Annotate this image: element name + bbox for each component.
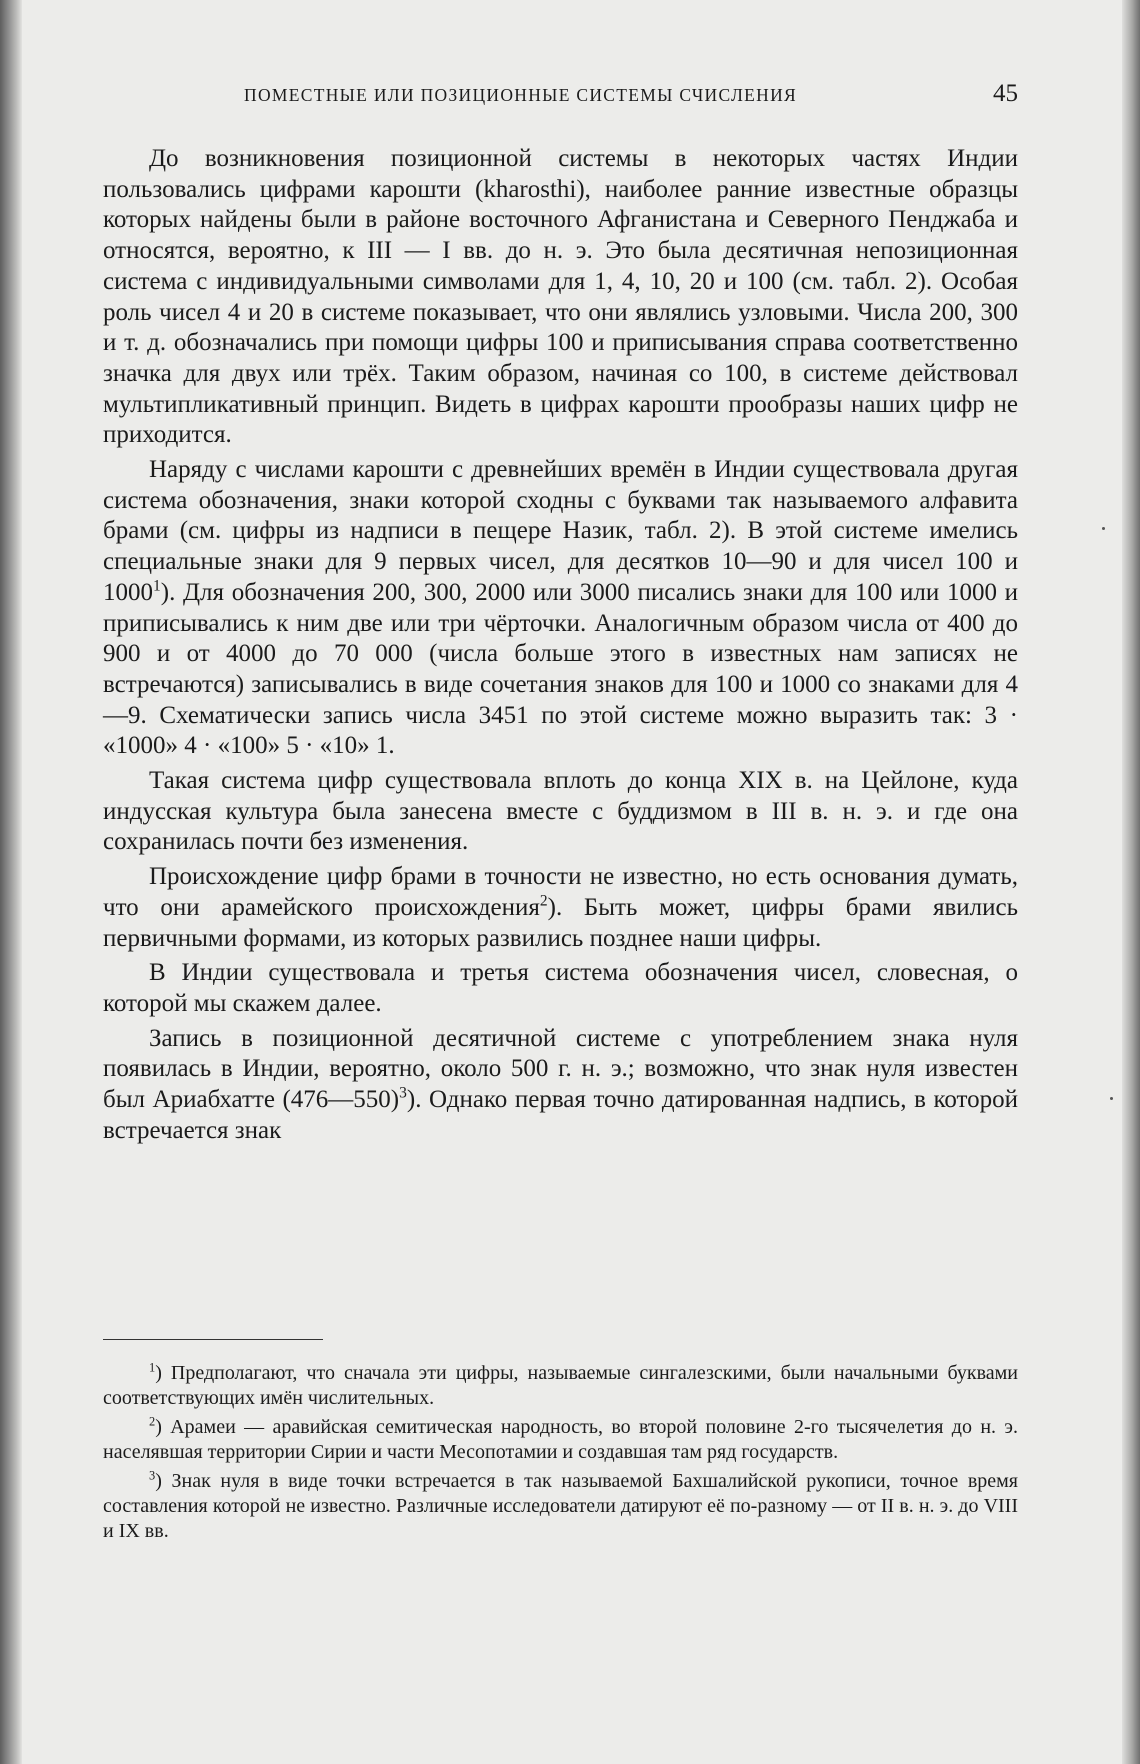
scan-speck [1102, 527, 1105, 530]
book-spine-shadow [0, 0, 22, 1764]
footnote-ref-3: 3 [399, 1084, 407, 1102]
running-title: ПОМЕСТНЫЕ ИЛИ ПОЗИЦИОННЫЕ СИСТЕМЫ СЧИСЛЕНИЯ [244, 85, 798, 105]
paragraph-ceylon [103, 766, 1018, 858]
footnote-text: ) Арамеи — аравийская семитическая народность, во второй половине 2-го тысячелетия до н. э. населявшая территории Сирии и части Месопотамии и создавшая там ряд государств. [103, 1416, 1018, 1463]
paragraph-verbal-system [103, 958, 1018, 1019]
scan-speck [1110, 1097, 1113, 1100]
running-head [104, 80, 1022, 110]
paragraph-kharosthi [103, 144, 1018, 451]
paragraph-text: В Индии существовала и третья система обозначения чисел, словесная, о которой мы скажем далее. [103, 959, 1018, 1017]
paragraph-brahmi [103, 455, 1018, 762]
footnote-ref-2: 2 [539, 892, 548, 910]
paragraph-text: Такая система цифр существовала вплоть до конца XIX в. на Цейлоне, куда индусская культура была занесена вместе с буддизмом в III в. н. э. и где она сохранилась почти без изменения. [103, 767, 1018, 856]
paragraph-text: ). Быть может, цифры брами явились первичными формами, из которых развились позднее наши цифры. [103, 893, 1018, 952]
paragraph-text: ). Однако первая точно датированная надпись, в которой встречается знак [103, 1086, 1018, 1144]
footnote-divider [103, 1339, 323, 1340]
paragraph-text: Наряду с числами карошти с древнейших времён в Индии существовала другая система обозначения, знаки которой сходны с буквами так называемого алфавита брами (см. цифры из надписи в пещере Назик, табл. 2). В этой системе имелись специальные знаки для 9 первых чисел, для десятков 10—90 и для чисел 100 и 1000 [103, 456, 1018, 606]
footnote-text: ) Знак нуля в виде точки встречается в так называемой Бахшалийской рукописи, точное время составления которой не известно. Различные исследователи датируют её по-разному — от II в. н. э. до VIII и IX вв. [103, 1470, 1018, 1542]
footnote-mark: 3 [149, 1468, 156, 1483]
footnote-mark: 1 [149, 1360, 156, 1375]
footnotes [103, 1361, 1018, 1548]
paragraph-text: До возникновения позиционной системы в некоторых частях Индии пользовались цифрами карошти (kharosthi), наиболее ранние известные образцы которых найдены были в районе восточного Афганистана и Северного Пенджаба и относятся, вероятно, к III — I вв. до н. э. Это была десятичная непозиционная система с индивидуальными символами для 1, 4, 10, 20 и 100 (см. табл. 2). Особая роль чисел 4 и 20 в системе показывает, что они являлись узловыми. Числа 200, 300 и т. д. обозначались при помощи цифры 100 и приписывания справа соответственно значка для двух или трёх. Таким образом, начиная со 100, в системе действовал мультипликативный принцип. Видеть в цифрах карошти прообразы наших цифр не приходится. [103, 145, 1018, 449]
paragraph-zero [103, 1024, 1018, 1147]
footnote-ref-1: 1 [153, 577, 161, 595]
footnote-3 [103, 1469, 1018, 1543]
paragraph-text: Запись в позиционной десятичной системе с употреблением знака нуля появилась в Индии, вероятно, около 500 г. н. э.; возможно, что знак нуля известен был Ариабхатте (476—550) [103, 1024, 1018, 1114]
main-text [103, 144, 1018, 1147]
footnote-mark: 2 [149, 1414, 156, 1429]
page-edge-shadow [1122, 0, 1140, 1764]
footnote-1 [103, 1361, 1018, 1410]
paragraph-text: ). Для обозначения 200, 300, 2000 или 3000 писались знаки для 100 или 1000 и приписывались к ним две или три чёрточки. Аналогичным образом числа от 400 до 900 и от 4000 до 70 000 (числа больше этого в известных нам записях не встречаются) записывались в виде сочетания знаков для 100 и 1000 со знаками для 4—9. Схематически запись числа 3451 по этой системе можно выразить так: 3 · «1000» 4 · «100» 5 · «10» 1. [103, 578, 1018, 760]
paragraph-text: Происхождение цифр брами в точности не известно, но есть основания думать, что они арамейского происхождения [103, 863, 1018, 921]
page-number: 45 [993, 80, 1018, 107]
footnote-2 [103, 1415, 1018, 1464]
footnote-text: ) Предполагают, что сначала эти цифры, называемые сингалезскими, были начальными буквами соответствующих имён числительных. [103, 1362, 1018, 1409]
paragraph-origin [103, 862, 1018, 954]
